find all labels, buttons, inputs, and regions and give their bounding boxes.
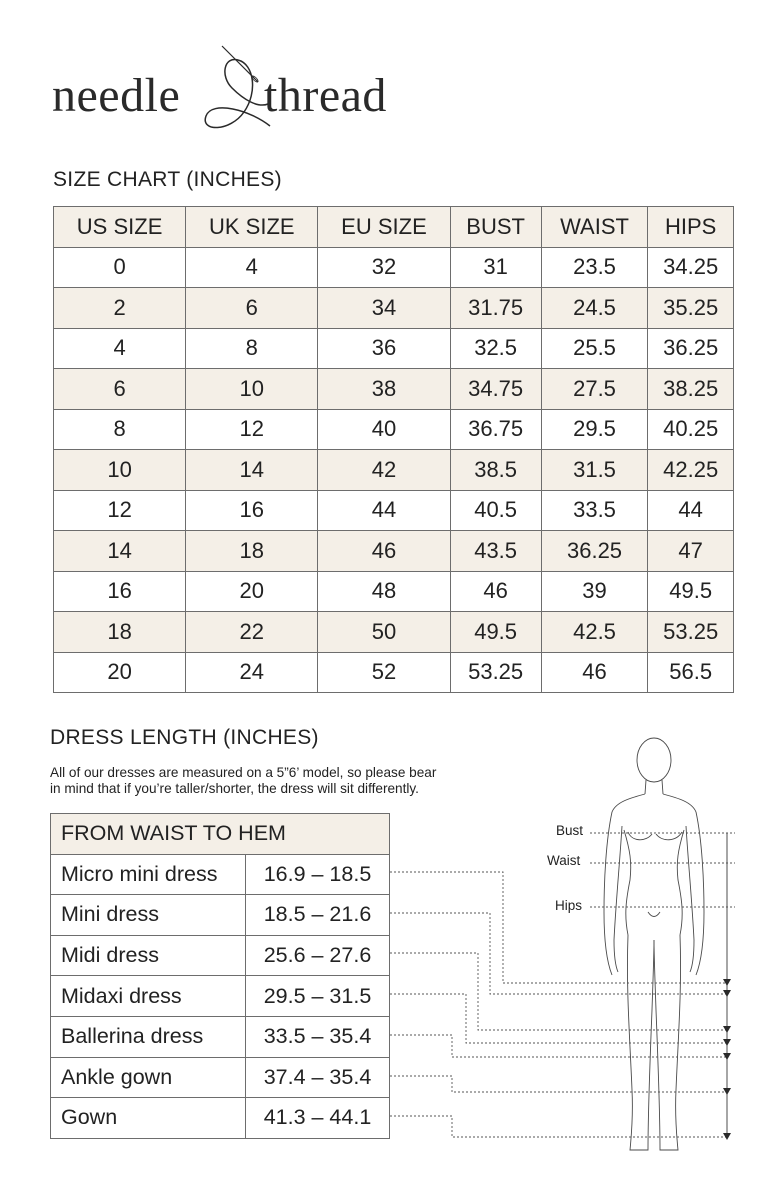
size-chart-cell: 38.25	[648, 369, 734, 410]
size-chart-cell: 44	[648, 490, 734, 531]
size-chart-cell: 44	[318, 490, 450, 531]
size-chart-cell: 6	[186, 288, 318, 329]
size-chart-cell: 8	[186, 328, 318, 369]
size-chart-cell: 24	[186, 652, 318, 693]
dress-type-name: Midi dress	[51, 935, 246, 976]
size-chart-cell: 56.5	[648, 652, 734, 693]
size-chart-cell: 38.5	[450, 450, 541, 491]
dress-type-name: Mini dress	[51, 895, 246, 936]
size-chart-cell: 4	[186, 247, 318, 288]
size-chart-cell: 35.25	[648, 288, 734, 329]
size-chart-cell: 10	[186, 369, 318, 410]
size-chart-header-cell: WAIST	[541, 207, 648, 248]
size-chart-cell: 29.5	[541, 409, 648, 450]
dress-type-name: Micro mini dress	[51, 854, 246, 895]
size-chart-cell: 38	[318, 369, 450, 410]
size-chart-header-cell: EU SIZE	[318, 207, 450, 248]
dress-length-title: DRESS LENGTH (INCHES)	[50, 726, 319, 749]
size-chart-cell: 42.25	[648, 450, 734, 491]
size-chart-cell: 40.5	[450, 490, 541, 531]
size-chart-cell: 6	[54, 369, 186, 410]
size-chart-cell: 42	[318, 450, 450, 491]
size-chart-cell: 34.25	[648, 247, 734, 288]
dress-type-name: Midaxi dress	[51, 976, 246, 1017]
size-chart-cell: 32	[318, 247, 450, 288]
size-chart-cell: 39	[541, 571, 648, 612]
size-chart-header-cell: BUST	[450, 207, 541, 248]
size-chart-cell: 8	[54, 409, 186, 450]
dress-length-range: 29.5 – 31.5	[246, 976, 390, 1017]
size-chart-cell: 36.75	[450, 409, 541, 450]
size-chart-cell: 46	[318, 531, 450, 572]
hips-label: Hips	[555, 898, 583, 913]
size-chart-cell: 18	[54, 612, 186, 653]
size-chart-cell: 18	[186, 531, 318, 572]
brand-word-needle: needle	[52, 69, 181, 122]
size-chart-cell: 40.25	[648, 409, 734, 450]
size-chart-cell: 12	[54, 490, 186, 531]
size-chart-cell: 14	[186, 450, 318, 491]
size-chart-cell: 2	[54, 288, 186, 329]
size-chart-cell: 0	[54, 247, 186, 288]
size-chart-cell: 12	[186, 409, 318, 450]
size-chart-title: SIZE CHART (INCHES)	[53, 168, 282, 191]
size-chart-cell: 50	[318, 612, 450, 653]
size-chart-cell: 10	[54, 450, 186, 491]
dress-type-name: Gown	[51, 1098, 246, 1139]
size-chart-cell: 20	[186, 571, 318, 612]
dress-length-range: 16.9 – 18.5	[246, 854, 390, 895]
dress-length-range: 33.5 – 35.4	[246, 1016, 390, 1057]
size-chart-header-cell: HIPS	[648, 207, 734, 248]
size-chart-cell: 33.5	[541, 490, 648, 531]
size-chart-cell: 48	[318, 571, 450, 612]
size-chart-cell: 24.5	[541, 288, 648, 329]
size-chart-cell: 43.5	[450, 531, 541, 572]
size-chart-cell: 34	[318, 288, 450, 329]
dress-length-range: 37.4 – 35.4	[246, 1057, 390, 1098]
dress-length-range: 41.3 – 44.1	[246, 1098, 390, 1139]
size-chart-cell: 47	[648, 531, 734, 572]
waist-label: Waist	[547, 853, 581, 868]
intro-line-1: All of our dresses are measured on a 5”6’ model, so please bear	[50, 765, 437, 780]
size-chart-cell: 31.75	[450, 288, 541, 329]
size-chart-cell: 27.5	[541, 369, 648, 410]
intro-line-2: in mind that if you’re taller/shorter, the dress will sit differently.	[50, 781, 419, 796]
size-chart-cell: 16	[186, 490, 318, 531]
size-chart-header-cell: UK SIZE	[186, 207, 318, 248]
size-chart-cell: 16	[54, 571, 186, 612]
size-chart-cell: 25.5	[541, 328, 648, 369]
size-chart-cell: 52	[318, 652, 450, 693]
size-chart-cell: 40	[318, 409, 450, 450]
dress-type-name: Ankle gown	[51, 1057, 246, 1098]
size-chart-cell: 14	[54, 531, 186, 572]
dress-length-range: 25.6 – 27.6	[246, 935, 390, 976]
size-chart-cell: 46	[450, 571, 541, 612]
size-chart-cell: 42.5	[541, 612, 648, 653]
size-chart-cell: 34.75	[450, 369, 541, 410]
size-chart-cell: 23.5	[541, 247, 648, 288]
size-chart-cell: 49.5	[450, 612, 541, 653]
size-chart-cell: 36	[318, 328, 450, 369]
size-chart-header-cell: US SIZE	[54, 207, 186, 248]
size-chart-cell: 53.25	[648, 612, 734, 653]
dress-length-header: FROM WAIST TO HEM	[51, 814, 390, 855]
size-chart-cell: 36.25	[541, 531, 648, 572]
size-chart-cell: 46	[541, 652, 648, 693]
size-chart-cell: 36.25	[648, 328, 734, 369]
size-chart-cell: 53.25	[450, 652, 541, 693]
size-chart-cell: 32.5	[450, 328, 541, 369]
dress-length-range: 18.5 – 21.6	[246, 895, 390, 936]
size-chart-cell: 22	[186, 612, 318, 653]
brand-word-thread: thread	[264, 69, 387, 122]
size-chart-cell: 4	[54, 328, 186, 369]
size-chart-cell: 31	[450, 247, 541, 288]
dress-type-name: Ballerina dress	[51, 1016, 246, 1057]
bust-label: Bust	[556, 823, 584, 838]
size-chart-cell: 49.5	[648, 571, 734, 612]
size-chart-cell: 20	[54, 652, 186, 693]
size-chart-cell: 31.5	[541, 450, 648, 491]
